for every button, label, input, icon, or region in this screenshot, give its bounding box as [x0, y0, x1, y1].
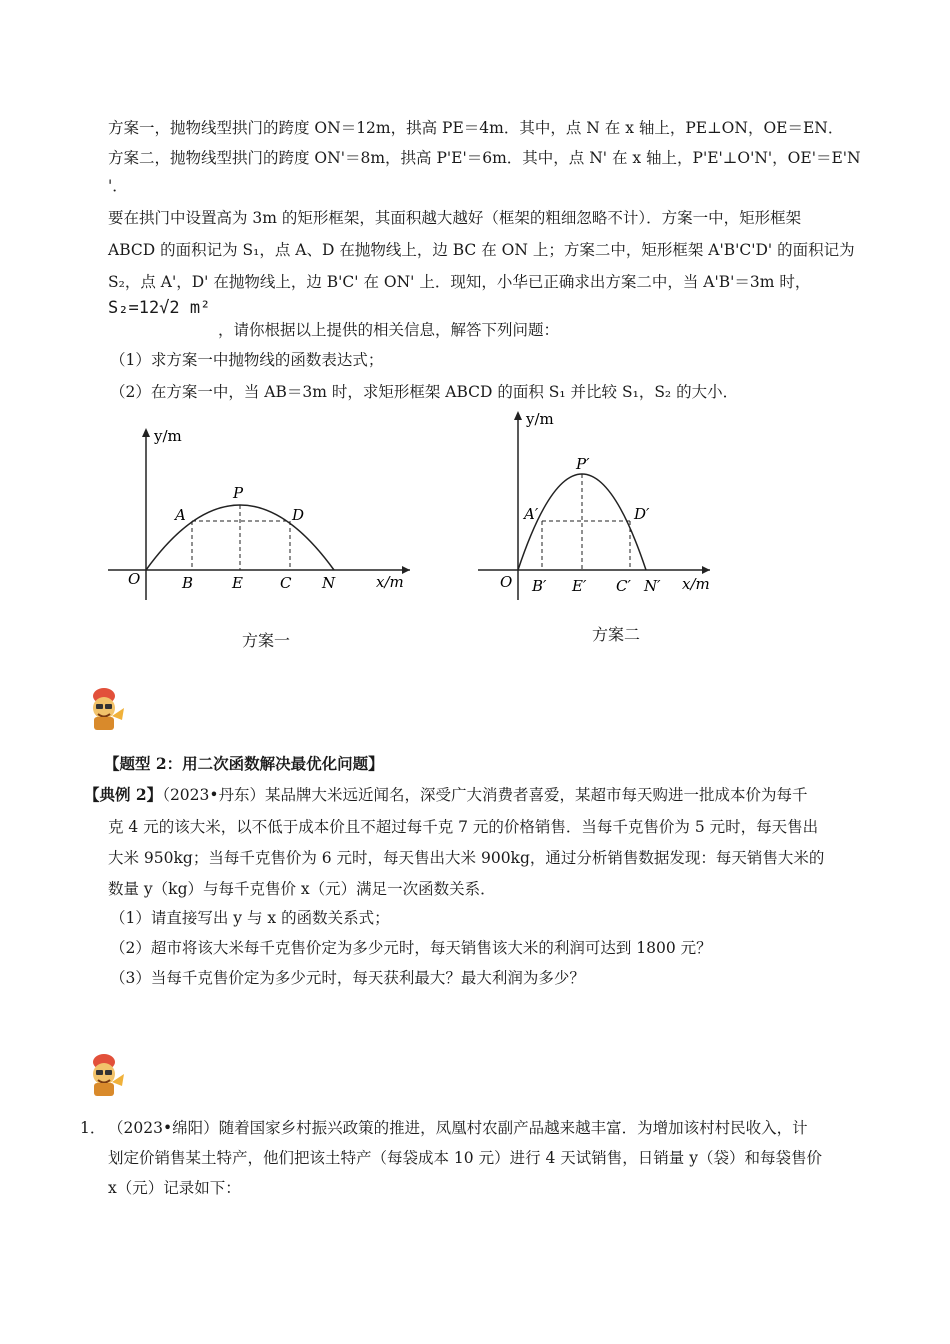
- y-axis-arrow: [514, 411, 522, 420]
- point-b-label: B′: [532, 577, 547, 595]
- exercise-line-3: x（元）记录如下：: [108, 1179, 241, 1197]
- y-axis-label: y/m: [154, 427, 182, 445]
- plan2-text-cont: '．: [108, 177, 128, 195]
- pencil-mascot-icon: [84, 686, 126, 734]
- y-axis-arrow: [142, 428, 150, 437]
- s2-formula: S₂=12√2 m²: [108, 298, 211, 318]
- example-question-3: （3）当每千克售价定为多少元时，每天获利最大？最大利润为多少？: [110, 969, 585, 987]
- point-e-label: E: [232, 574, 243, 592]
- point-a-label: A: [175, 506, 186, 524]
- example-line-1: [84, 783, 808, 805]
- example-line-3: 大米 950kg；当每千克售价为 6 元时，每天售出大米 900kg，通过分析销售数据发现：每天销售大米的: [108, 849, 825, 867]
- exercise-line-1: （2023•绵阳）随着国家乡村振兴政策的推进，凤凰村农副产品越来越丰富．为增加该村村民收入，计: [108, 1119, 808, 1137]
- pencil-mascot-icon: [84, 1052, 126, 1100]
- example-question-1: （1）请直接写出 y 与 x 的函数关系式；: [110, 909, 390, 927]
- example-line-4: 数量 y（kg）与每千克售价 x（元）满足一次函数关系．: [108, 880, 496, 898]
- requirement-line-2: ABCD 的面积记为 S₁，点 A、D 在抛物线上，边 BC 在 ON 上；方案二中，矩形框架 A'B'C'D' 的面积记为: [108, 241, 855, 259]
- point-n-label: N′: [644, 577, 661, 595]
- point-n-label: N: [322, 574, 336, 592]
- example-text-1: （2023•丹东）某品牌大米远近闻名，深受广大消费者喜爱，某超市每天购进一批成本价为每千: [162, 786, 808, 804]
- x-axis-label: x/m: [376, 573, 404, 591]
- point-b-label: B: [182, 574, 194, 592]
- point-d-label: D′: [634, 505, 650, 523]
- exercise-line-2: 划定价销售某土特产，他们把该土特产（每袋成本 10 元）进行 4 天试销售，日销量 y（袋）和每袋售价: [108, 1149, 822, 1167]
- figure-plan-2: [470, 405, 720, 615]
- point-d-label: D: [292, 506, 305, 524]
- requirement-line-1: 要在拱门中设置高为 3m 的矩形框架，其面积越大越好（框架的粗细忽略不计）．方案一中，矩形框架: [108, 209, 802, 227]
- section-title: 【题型 2：用二次函数解决最优化问题】: [104, 754, 384, 773]
- exercise-number: 1．: [80, 1119, 106, 1137]
- y-axis-label: y/m: [526, 410, 554, 428]
- point-p-label: P′: [576, 455, 590, 473]
- point-p-label: P: [233, 484, 244, 502]
- figure-2-caption: 方案二: [592, 625, 641, 644]
- point-c-label: C: [280, 574, 292, 592]
- example-label: 【典例 2】: [84, 785, 163, 804]
- question-1: （1）求方案一中抛物线的函数表达式；: [110, 351, 384, 369]
- plan2-text: 方案二，抛物线型拱门的跨度 ON'＝8m，拱高 P'E'＝6m．其中，点 N' 在 x 轴上，P'E'⊥O'N'，OE'＝E'N: [108, 149, 861, 167]
- point-c-label: C′: [616, 577, 631, 595]
- requirement-line-4: ，请你根据以上提供的相关信息，解答下列问题：: [218, 321, 560, 339]
- figure-1-caption: 方案一: [242, 631, 291, 650]
- point-a-label: A′: [524, 505, 539, 523]
- example-question-2: （2）超市将该大米每千克售价定为多少元时，每天销售该大米的利润可达到 1800 元？: [110, 939, 712, 957]
- x-axis-label: x/m: [682, 575, 710, 593]
- origin-label: O: [500, 573, 513, 591]
- example-line-2: 克 4 元的该大米，以不低于成本价且不超过每千克 7 元的价格销售．当每千克售价为 5 元时，每天售出: [108, 818, 819, 836]
- x-axis-arrow: [702, 566, 710, 574]
- question-2: （2）在方案一中，当 AB＝3m 时，求矩形框架 ABCD 的面积 S₁ 并比较 S₁，S₂ 的大小．: [110, 383, 739, 401]
- figure-plan-1: [100, 420, 420, 610]
- origin-label: O: [128, 570, 141, 588]
- requirement-line-3: S₂，点 A'，D' 在抛物线上，边 B'C' 在 ON' 上．现知，小华已正确求出方案二中，当 A'B'＝3m 时，: [108, 273, 811, 291]
- point-e-label: E′: [572, 577, 587, 595]
- plan1-text: 方案一，抛物线型拱门的跨度 ON＝12m，拱高 PE＝4m．其中，点 N 在 x 轴上，PE⊥ON，OE＝EN．: [108, 119, 844, 137]
